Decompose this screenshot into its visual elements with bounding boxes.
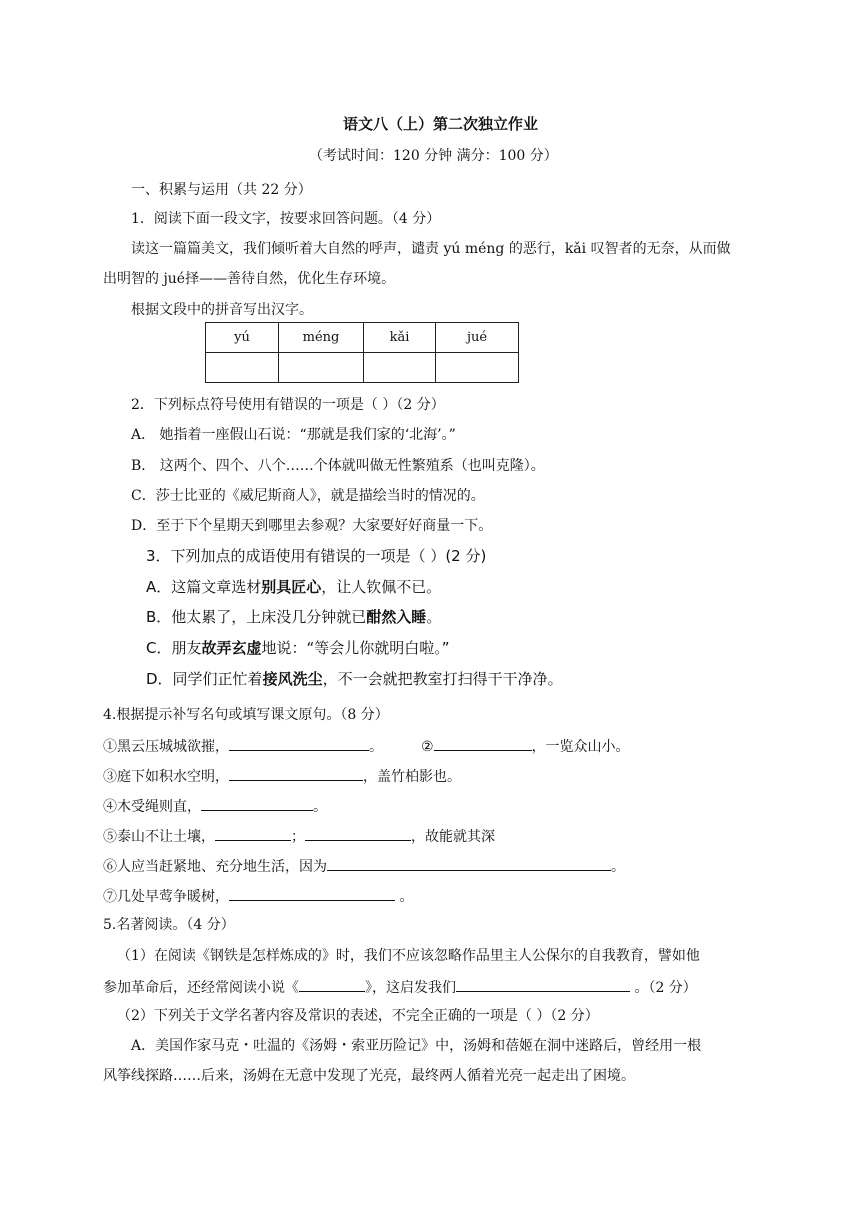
q1-prompt: 1．阅读下面一段文字，按要求回答问题。（4 分） xyxy=(131,211,441,227)
exam-subtitle: （考试时间：120 分钟 满分：100 分） xyxy=(309,148,558,164)
q4-text: ，故能就其深 xyxy=(411,829,495,845)
q3-option-text: 地说：“等会儿你就明白啦。” xyxy=(261,639,450,657)
q5-prompt: 5.名著阅读。（4 分） xyxy=(103,917,235,933)
q4-line-2 xyxy=(103,765,461,787)
q4-text: ，一览众山小。 xyxy=(531,739,630,755)
q4-line-5 xyxy=(103,855,625,877)
q3-option-text: ，让人钦佩不已。 xyxy=(321,578,442,596)
answer-blank[interactable] xyxy=(327,855,611,871)
q4-line-6 xyxy=(103,885,413,907)
idiom-dotted: 别具匠心 xyxy=(261,578,322,596)
answer-cell[interactable] xyxy=(206,353,279,383)
q2-option-b: B． 这两个、四个、八个……个体就叫做无性繁殖系（也叫克隆）。 xyxy=(131,458,545,474)
q3-option-text: C．朋友 xyxy=(146,639,202,657)
q5-sub1-line1: （1）在阅读《钢铁是怎样炼成的》时，我们不应该忽略作品里主人公保尔的自我教育，譬如他 xyxy=(117,948,700,964)
section-heading: 一、积累与运用（共 22 分） xyxy=(131,182,312,198)
q4-text: ⑤泰山不让土壤， xyxy=(103,829,215,845)
answer-blank[interactable] xyxy=(229,735,369,751)
q4-line-1 xyxy=(103,735,630,757)
answer-cell[interactable] xyxy=(364,353,436,383)
q3-option-text: 。 xyxy=(426,608,442,626)
answer-cell[interactable] xyxy=(279,353,364,383)
pinyin-cell: jué xyxy=(436,323,519,353)
q4-text: ② xyxy=(421,739,434,755)
q5-text: 参加革命后，还经常阅读小说《 xyxy=(103,980,299,996)
exam-title: 语文八（上）第二次独立作业 xyxy=(343,115,539,133)
q4-text: 。 xyxy=(313,799,327,815)
q2-prompt: 2．下列标点符号使用有错误的一项是（ ）（2 分） xyxy=(131,397,445,413)
q4-text: ③庭下如积水空明， xyxy=(103,769,229,785)
q5-sub1-line2 xyxy=(103,976,697,998)
q4-text: ，盖竹柏影也。 xyxy=(363,769,461,785)
answer-blank[interactable] xyxy=(229,765,363,781)
answer-blank[interactable] xyxy=(229,885,395,901)
q3-option-a xyxy=(146,577,441,597)
answer-row xyxy=(206,353,519,383)
pinyin-cell: yú xyxy=(206,323,279,353)
q4-text: 。 xyxy=(395,889,414,905)
pinyin-cell: kǎi xyxy=(364,323,436,353)
idiom-dotted: 接风洗尘 xyxy=(262,670,323,688)
q4-text: ⑦几处早莺争暖树， xyxy=(103,889,229,905)
q3-option-text: B．他太累了，上床没几分钟就已 xyxy=(146,608,367,626)
q4-text: ①黑云压城城欲摧， xyxy=(103,739,229,755)
q3-prompt: 3．下列加点的成语使用有错误的一项是（ ）(2 分) xyxy=(146,547,487,565)
q4-text: ； xyxy=(291,829,305,845)
q4-line-3 xyxy=(103,795,327,817)
q1-instruction: 根据文段中的拼音写出汉字。 xyxy=(131,302,313,318)
q4-text: 。 xyxy=(369,739,383,755)
answer-cell[interactable] xyxy=(436,353,519,383)
q2-option-a: A． 她指着一座假山石说：“那就是我们家的‘北海’。” xyxy=(131,427,456,443)
answer-blank[interactable] xyxy=(201,795,313,811)
pinyin-row xyxy=(206,323,519,353)
answer-blank[interactable] xyxy=(299,976,365,992)
q4-text: ④木受绳则直， xyxy=(103,799,201,815)
q1-passage-line1: 读这一篇篇美文，我们倾听着大自然的呼声，谴责 yú méng 的恶行，kǎi 叹智者的无奈，从而做 xyxy=(131,241,731,257)
q5-option-a-line1: A．美国作家马克・吐温的《汤姆・索亚历险记》中，汤姆和蓓姬在洞中迷路后，曾经用一根 xyxy=(131,1038,702,1054)
q3-option-b xyxy=(146,607,441,627)
q3-option-text: ，不一会就把教室打扫得干干净净。 xyxy=(322,670,563,688)
answer-blank[interactable] xyxy=(215,825,291,841)
q4-text: 。 xyxy=(611,859,625,875)
q3-option-d xyxy=(146,669,563,689)
idiom-dotted: 酣然入睡 xyxy=(366,608,427,626)
q4-prompt: 4.根据提示补写名句或填写课文原句。（8 分） xyxy=(103,707,389,723)
q5-text: 》，这启发我们 xyxy=(365,980,456,996)
pinyin-cell: méng xyxy=(279,323,364,353)
answer-blank[interactable] xyxy=(456,976,630,992)
q3-option-c xyxy=(146,638,450,658)
answer-blank[interactable] xyxy=(434,735,532,751)
q5-option-a-line2: 风筝线探路……后来，汤姆在无意中发现了光亮，最终两人循着光亮一起走出了困境。 xyxy=(103,1068,635,1084)
pinyin-table xyxy=(205,322,519,383)
q2-option-c: C．莎士比亚的《威尼斯商人》，就是描绘当时的情况的。 xyxy=(131,488,485,504)
answer-blank[interactable] xyxy=(305,825,411,841)
q5-text: 。（2 分） xyxy=(630,980,697,996)
q3-option-text: D．同学们正忙着 xyxy=(146,670,263,688)
idiom-dotted: 故弄玄虚 xyxy=(201,639,262,657)
q3-option-text: A．这篇文章选材 xyxy=(146,578,262,596)
q4-text: ⑥人应当赶紧地、充分地生活，因为 xyxy=(103,859,327,875)
q2-option-d: D．至于下个星期天到哪里去参观？大家要好好商量一下。 xyxy=(131,518,493,534)
q4-line-4 xyxy=(103,825,495,847)
q1-passage-line2: 出明智的 jué择——善待自然，优化生存环境。 xyxy=(103,271,396,287)
q5-sub2-prompt: （2）下列关于文学名著内容及常识的表述，不完全正确的一项是（ ）（2 分） xyxy=(117,1008,599,1024)
